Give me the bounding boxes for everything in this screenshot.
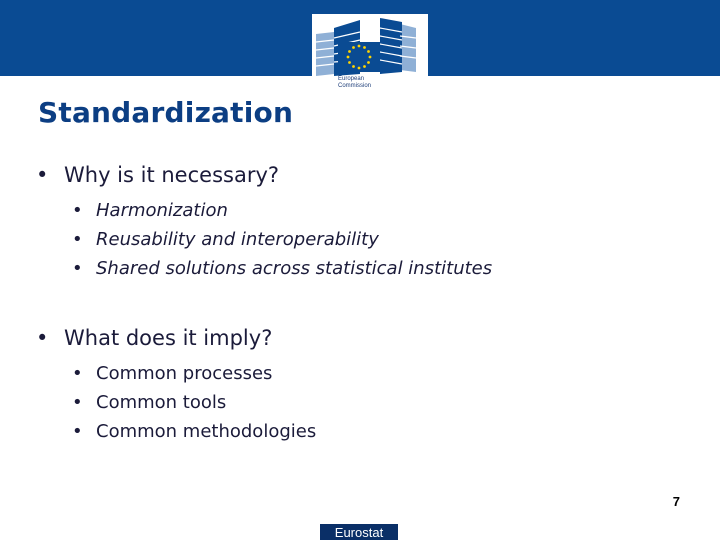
list-item bbox=[36, 388, 676, 417]
logo-wordmark bbox=[338, 76, 418, 90]
list-item bbox=[36, 254, 676, 283]
list-item-text: Common processes bbox=[96, 363, 273, 384]
bullet-glyph: • bbox=[36, 163, 49, 187]
section-spacer bbox=[36, 283, 676, 323]
slide-title: Standardization bbox=[38, 96, 294, 129]
bullet-glyph: • bbox=[36, 326, 49, 350]
european-commission-logo bbox=[312, 14, 428, 102]
section-2-list bbox=[36, 359, 676, 446]
list-item-text: Common methodologies bbox=[96, 421, 317, 442]
list-item-text: Shared solutions across statistical institutes bbox=[96, 258, 493, 279]
bullet-glyph: • bbox=[72, 363, 83, 384]
section-2-heading-text: What does it imply? bbox=[64, 326, 273, 350]
section-1-heading-text: Why is it necessary? bbox=[64, 163, 280, 187]
list-item-text: Harmonization bbox=[96, 200, 228, 221]
bullet-glyph: • bbox=[72, 200, 83, 221]
logo-line-2: Commission bbox=[338, 83, 372, 89]
logo-line-1: European bbox=[338, 76, 365, 82]
bullet-glyph: • bbox=[72, 392, 83, 413]
list-item bbox=[36, 359, 676, 388]
list-item bbox=[36, 225, 676, 254]
section-2-heading bbox=[36, 323, 676, 353]
section-1-list bbox=[36, 196, 676, 283]
list-item-text: Reusability and interoperability bbox=[96, 229, 379, 250]
list-item bbox=[36, 417, 676, 446]
section-1-heading bbox=[36, 160, 676, 190]
bullet-glyph: • bbox=[72, 258, 83, 279]
slide-body bbox=[36, 160, 676, 446]
list-item bbox=[36, 196, 676, 225]
bullet-glyph: • bbox=[72, 229, 83, 250]
footer-label: Eurostat bbox=[320, 524, 398, 540]
page-number: 7 bbox=[672, 494, 680, 509]
list-item-text: Common tools bbox=[96, 392, 227, 413]
bullet-glyph: • bbox=[72, 421, 83, 442]
